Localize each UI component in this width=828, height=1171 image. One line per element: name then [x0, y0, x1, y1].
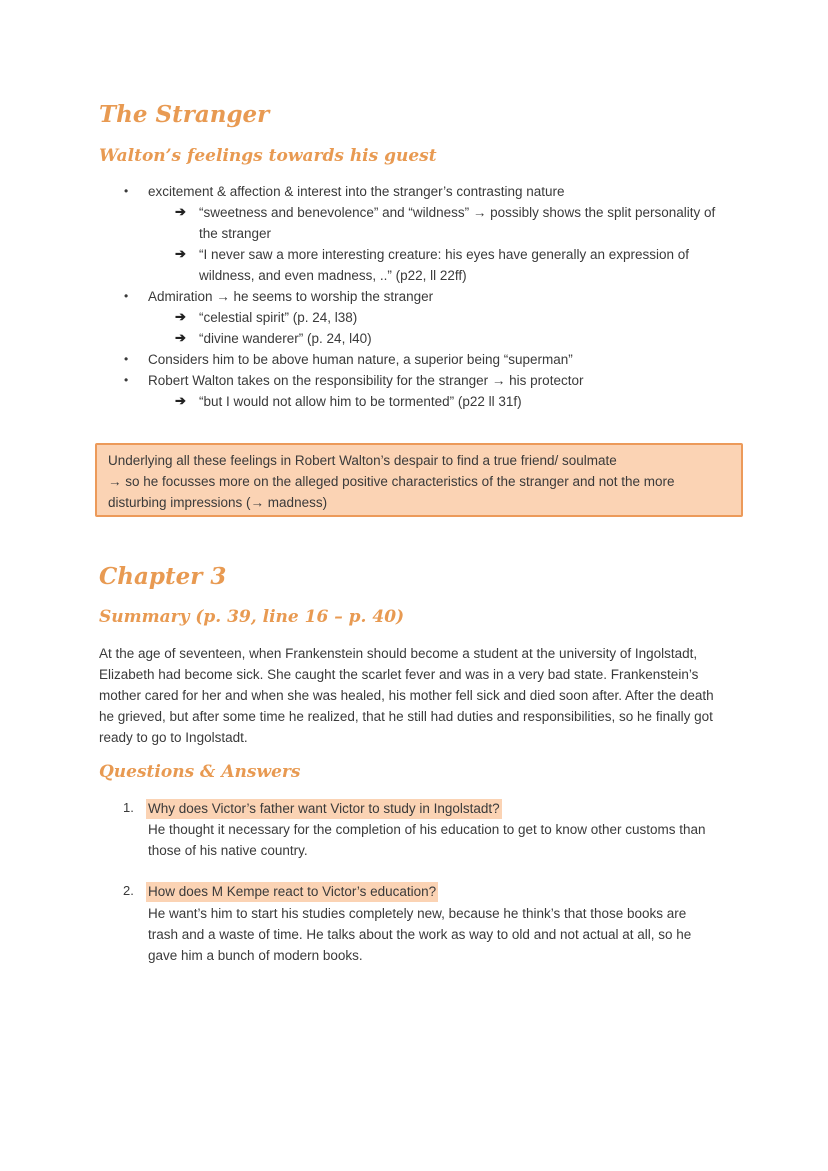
bullet-text-3: Considers him to be above human nature, a superior being “superman” — [148, 352, 573, 367]
summary-heading: Summary (p. 39, line 16 – p. 40) — [99, 607, 405, 627]
sub-bullet-1-2-line1: “I never saw a more interesting creature: his eyes have generally an expression of — [199, 247, 690, 262]
answer-2-line1: He want’s him to start his studies completely new, because he think’s that those books are — [148, 906, 687, 921]
question-number-2: 2. — [123, 883, 134, 898]
arrow-icon: ➔ — [175, 204, 186, 219]
bullet-text-4: Robert Walton takes on the responsibility for the stranger → his protector — [148, 373, 584, 388]
summary-line: mother cared for her and when she was healed, his mother fell sick and died soon after. After the death — [99, 688, 714, 703]
arrow-icon: ➔ — [175, 309, 186, 324]
bullet-2: • — [124, 289, 129, 303]
summary-line: ready to go to Ingolstadt. — [99, 730, 248, 745]
section-title-the-stranger: The Stranger — [99, 101, 270, 128]
summary-line: he grieved, but after some time he realized, that he still had duties and responsibilities, so he finally got — [99, 709, 713, 724]
question-2: How does M Kempe react to Victor’s education? — [146, 882, 438, 902]
bullet-1: • — [124, 184, 129, 198]
bullet-3: • — [124, 352, 129, 366]
callout-box — [95, 443, 743, 517]
question-number-1: 1. — [123, 800, 134, 815]
answer-2-line2: trash and a waste of time. He talks about the work as way to old and not actual at all, so he — [148, 927, 692, 942]
summary-line: Elizabeth had become sick. She caught the scarlet fever and was in a very bad state. Frankenstein’s — [99, 667, 699, 682]
sub-bullet-2-1: “celestial spirit” (p. 24, l38) — [199, 310, 358, 325]
callout-line-2: → so he focusses more on the alleged positive characteristics of the stranger and not the more — [108, 474, 675, 489]
qa-heading: Questions & Answers — [99, 762, 301, 782]
sub-bullet-2-2: “divine wanderer” (p. 24, l40) — [199, 331, 372, 346]
summary-line: At the age of seventeen, when Frankenstein should become a student at the university of Ingolstadt, — [99, 646, 698, 661]
bullet-4: • — [124, 373, 129, 387]
subtitle-waltons-feelings: Walton’s feelings towards his guest — [99, 146, 437, 166]
arrow-icon: ➔ — [175, 246, 186, 261]
callout-line-1: Underlying all these feelings in Robert Walton’s despair to find a true friend/ soulmate — [108, 453, 617, 468]
sub-bullet-1-2-line2: wildness, and even madness, ..” (p22, ll 22ff) — [199, 268, 467, 283]
answer-1-line2: those of his native country. — [148, 843, 308, 858]
bullet-text-2: Admiration → he seems to worship the stranger — [148, 289, 434, 304]
bullet-text-1: excitement & affection & interest into the stranger’s contrasting nature — [148, 184, 565, 199]
arrow-icon: ➔ — [175, 393, 186, 408]
answer-2-line3: gave him a bunch of modern books. — [148, 948, 363, 963]
callout-line-3: disturbing impressions (→ madness) — [108, 495, 328, 510]
sub-bullet-1-1-line1: “sweetness and benevolence” and “wildness” → possibly shows the split personality of — [199, 205, 716, 220]
section-title-chapter-3: Chapter 3 — [99, 563, 227, 590]
sub-bullet-4-1: “but I would not allow him to be tormented” (p22 ll 31f) — [199, 394, 522, 409]
sub-bullet-1-1-line2: the stranger — [199, 226, 272, 241]
arrow-icon: ➔ — [175, 330, 186, 345]
answer-1-line1: He thought it necessary for the completion of his education to get to know other customs than — [148, 822, 706, 837]
question-1: Why does Victor’s father want Victor to study in Ingolstadt? — [146, 799, 502, 819]
summary-paragraph — [99, 643, 739, 748]
